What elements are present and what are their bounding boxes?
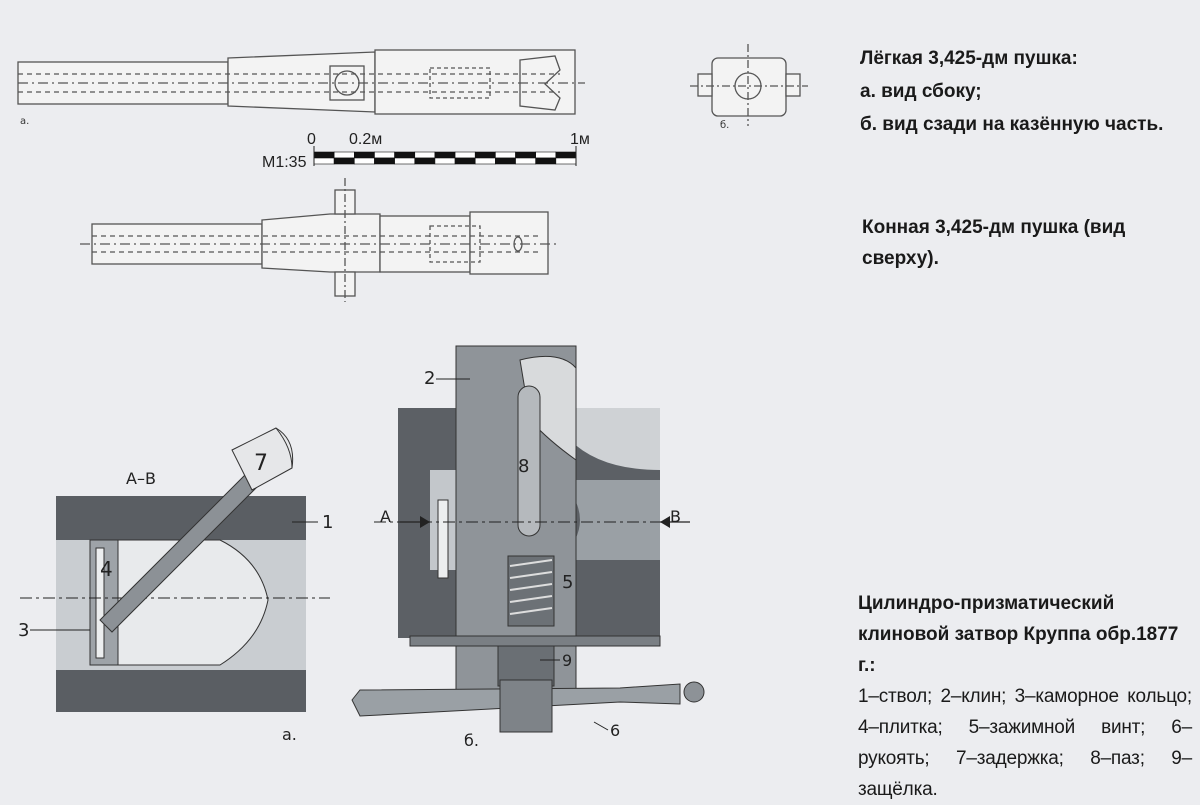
horse-gun-caption — [862, 212, 1125, 274]
horse-gun-caption-line2: сверху). — [862, 248, 939, 269]
light-gun-view-a-caption: а. вид сбоку; — [860, 81, 982, 102]
scale-cell — [395, 152, 415, 158]
scale-cell — [516, 158, 536, 164]
breech-caption-title: Цилиндро-призматический клиновой затвор Круппа обр.1877 г.: — [858, 593, 1179, 676]
scale-cell — [334, 152, 354, 158]
scale-cell — [536, 152, 556, 158]
light-gun-rear-view — [690, 44, 808, 126]
label-5: 5 — [562, 572, 574, 593]
section-label: А–В — [126, 469, 156, 488]
label-1: 1 — [322, 512, 334, 533]
light-gun-title: Лёгкая 3,425-дм пушка: — [860, 48, 1078, 69]
label-8: 8 — [518, 456, 530, 477]
arrow-a-label: А — [380, 507, 391, 526]
scale-cell — [455, 152, 475, 158]
scale-cell — [556, 158, 576, 164]
scale-cell — [435, 158, 455, 164]
scale-cell — [516, 152, 536, 158]
arrow-b-label: В — [670, 507, 681, 526]
scale-tick-02: 0.2м — [349, 131, 383, 148]
horse-gun-caption-line1: Конная 3,425-дм пушка (вид — [862, 217, 1126, 238]
breech-view-b — [352, 346, 704, 732]
light-gun-view-b-caption: б. вид сзади на казённую часть. — [860, 114, 1164, 135]
scale-cell — [334, 158, 354, 164]
scale-cell — [314, 152, 334, 158]
scale-prefix: М1:35 — [262, 154, 307, 171]
scale-cell — [314, 158, 334, 164]
scale-cell — [374, 152, 394, 158]
scale-cell — [495, 152, 515, 158]
light-gun-view-a-label: а. — [20, 116, 30, 127]
light-gun-side-view — [18, 50, 585, 114]
breech-section-ab — [20, 428, 330, 712]
scale-cell — [475, 158, 495, 164]
label-9: 9 — [562, 651, 573, 670]
scale-cell — [354, 158, 374, 164]
scale-cell — [395, 158, 415, 164]
view-a-label: а. — [282, 725, 297, 744]
scale-cell — [475, 152, 495, 158]
label-2: 2 — [424, 368, 436, 389]
label-3: 3 — [18, 620, 30, 641]
scale-cell — [556, 152, 576, 158]
scale-cell — [435, 152, 455, 158]
breech-caption-legend: 1–ствол; 2–клин; 3–каморное кольцо; 4–плитка; 5–зажимной винт; 6–рукоять; 7–задержка; 8–паз; 9–защёлка. — [858, 686, 1192, 800]
scale-tick-0: 0 — [307, 131, 316, 148]
horse-gun-top-view — [80, 178, 560, 302]
scale-cell — [415, 158, 435, 164]
scale-cell — [374, 158, 394, 164]
scale-cell — [495, 158, 515, 164]
scale-cell — [536, 158, 556, 164]
scale-tick-1: 1м — [570, 131, 590, 148]
scale-bar — [262, 131, 590, 171]
view-b-label: б. — [464, 731, 479, 750]
breech-caption — [858, 588, 1192, 805]
label-4: 4 — [100, 557, 113, 581]
scale-cell — [415, 152, 435, 158]
light-gun-view-b-label: б. — [720, 120, 730, 131]
scale-cell — [455, 158, 475, 164]
label-7: 7 — [254, 451, 268, 476]
label-6: 6 — [610, 721, 621, 740]
light-gun-caption — [860, 42, 1163, 141]
scale-cell — [354, 152, 374, 158]
